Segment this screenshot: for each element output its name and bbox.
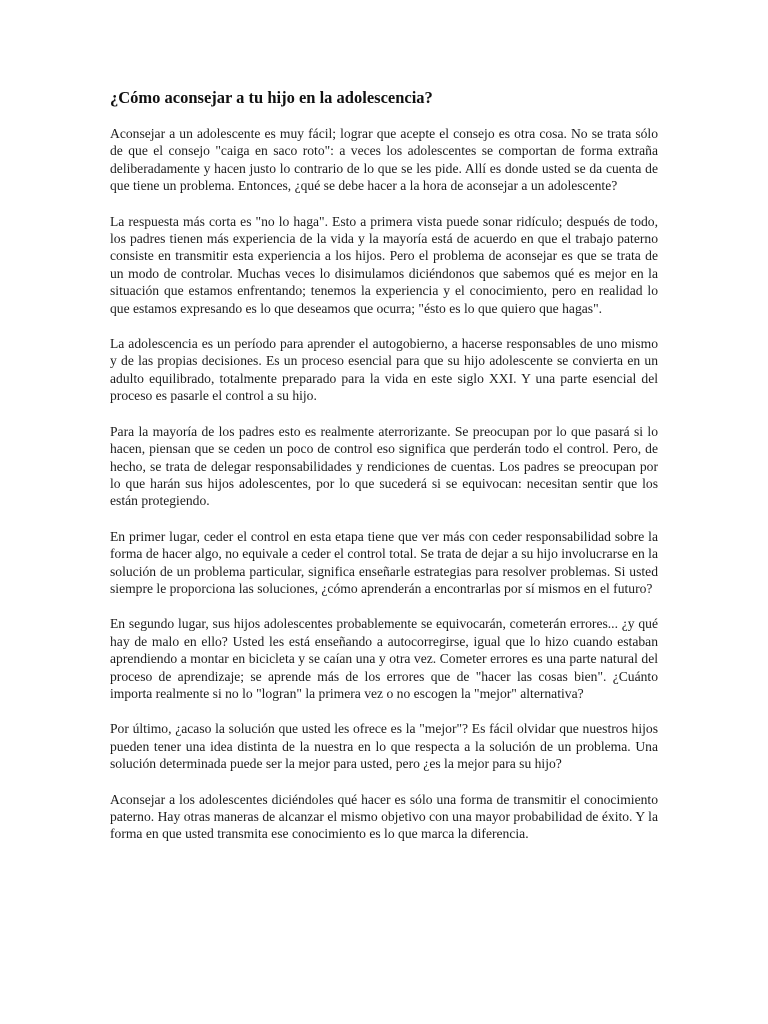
paragraph-1: Aconsejar a un adolescente es muy fácil; lograr que acepte el consejo es otra cosa. No se trata sólo de que el consejo "caiga en saco roto": a veces los adolescentes se comportan de forma extraña deliberadamente y hacen justo lo contrario de lo que se les pide. Allí es donde usted se da cuenta de que tiene un problema. Entonces, ¿qué se debe hacer a la hora de aconsejar a un adolescente? [110,126,658,194]
document-title: ¿Cómo aconsejar a tu hijo en la adolescencia? [110,88,433,107]
paragraph-8: Aconsejar a los adolescentes diciéndoles qué hacer es sólo una forma de transmitir el conocimiento paterno. Hay otras maneras de alcanzar el mismo objetivo con una mayor probabilidad de éxito. Y la forma en que usted transmita ese conocimiento es lo que marca la diferencia. [110,791,658,842]
paragraph-2: La respuesta más corta es "no lo haga". Esto a primera vista puede sonar ridículo; después de todo, los padres tienen más experiencia de la vida y la mayoría está de acuerdo en que el trabajo paterno consiste en transmitir esta experiencia a los hijos. Pero el problema de aconsejar es que se trata de un modo de controlar. Muchas veces lo disimulamos diciéndonos que sabemos qué es mejor en la situación que estamos enfrentando; tenemos la experiencia y el conocimiento, pero en realidad lo que estamos expresando es lo que deseamos que ocurra; "ésto es lo que quiero que hagas". [110,213,658,316]
document-page [110,88,658,861]
paragraph-5: En primer lugar, ceder el control en esta etapa tiene que ver más con ceder responsabilidad sobre la forma de hacer algo, no equivale a ceder el control total. Se trata de dejar a su hijo involucrarse en la solución de un problema particular, significa enseñarle estrategias para resolver problemas. Si usted siempre le proporciona las soluciones, ¿cómo aprenderán a encontrarlas por sí mismos en el futuro? [110,528,658,596]
paragraph-7: Por último, ¿acaso la solución que usted les ofrece es la "mejor"? Es fácil olvidar que nuestros hijos pueden tener una idea distinta de la nuestra en lo que respecta a la solución de un problema. Una solución determinada puede ser la mejor para usted, pero ¿es la mejor para su hijo? [110,721,658,772]
paragraph-6: En segundo lugar, sus hijos adolescentes probablemente se equivocarán, cometerán errores... ¿y qué hay de malo en ello? Usted les está enseñando a autocorregirse, igual que lo hizo cuando estaban aprendiendo a montar en bicicleta y se caían una y otra vez. Cometer errores es una parte natural del proceso de aprendizaje; se aprende más de los errores que de "hacer las cosas bien". ¿Cuánto importa realmente si no lo "logran" la primera vez o no escogen la "mejor" alternativa? [110,616,658,701]
paragraph-3: La adolescencia es un período para aprender el autogobierno, a hacerse responsables de uno mismo y de las propias decisiones. Es un proceso esencial para que su hijo adolescente se convierta en un adulto equilibrado, totalmente preparado para la vida en este siglo XXI. Y una parte esencial del proceso es pasarle el control a su hijo. [110,336,658,404]
paragraph-4: Para la mayoría de los padres esto es realmente aterrorizante. Se preocupan por lo que pasará si lo hacen, piensan que se ceden un poco de control eso significa que perderán todo el control. Pero, de hecho, se trata de delegar responsabilidades y rendiciones de cuentas. Los padres se preocupan por lo que harán sus hijos adolescentes, por lo que sucederá si se equivocan: necesitan sentir que los están protegiendo. [110,423,658,509]
